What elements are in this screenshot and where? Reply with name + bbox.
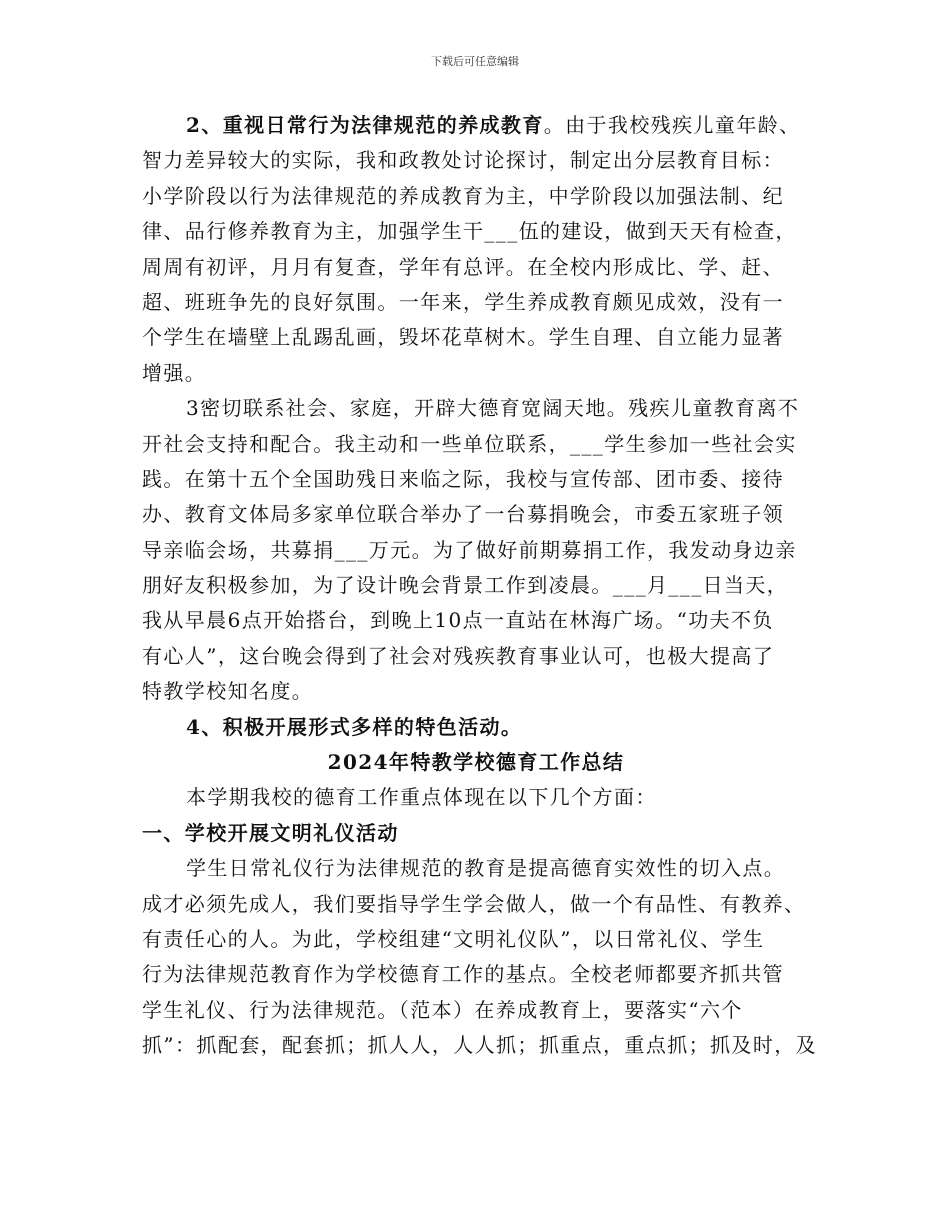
paragraph-line: 行为法律规范教育作为学校德育工作的基点。全校老师都要齐抓共管 (142, 962, 784, 987)
paragraph-line: 律、品行修养教育为主，加强学生干___伍的建设，做到天天有检查， (142, 219, 797, 244)
paragraph-line: 抓”：抓配套，配套抓；抓人人，人人抓；抓重点，重点抓；抓及时，及 (142, 1033, 818, 1058)
paragraph-line: 2、重视日常行为法律规范的养成教育。由于我校残疾儿童年龄、 (186, 113, 801, 137)
paragraph-line: 特教学校知名度。 (142, 679, 314, 704)
paragraph-line: 有心人”，这台晚会得到了社会对残疾教育事业认可，也极大提高了 (142, 643, 775, 668)
paragraph-line: 有责任心的人。为此，学校组建“文明礼仪队”，以日常礼仪、学生 (142, 926, 765, 951)
paragraph-line: 学生礼仪、行为法律规范。（范本）在养成教育上，要落实“六个 (142, 997, 743, 1022)
paragraph-line: 朋好友积极参加，为了设计晚会背景工作到凌晨。___月___日当天， (142, 573, 789, 598)
paragraph-line: 周周有初评，月月有复查，学年有总评。在全校内形成比、学、赶、 (142, 254, 784, 279)
paragraph-line: 办、教育文体局多家单位联合举办了一台募捐晚会，市委五家班子领 (142, 502, 784, 527)
numbered-heading: 2、重视日常行为法律规范的养成教育 (186, 113, 544, 137)
paragraph-line: 智力差异较大的实际，我和政教处讨论探讨，制定出分层教育目标： (142, 148, 784, 173)
paragraph-line: 小学阶段以行为法律规范的养成教育为主，中学阶段以加强法制、纪 (142, 183, 784, 208)
paragraph-line: 导亲临会场，共募捐___万元。为了做好前期募捐工作，我发动身边亲 (142, 537, 797, 562)
paragraph-line: 开社会支持和配合。我主动和一些单位联系，___学生参加一些社会实 (142, 431, 797, 456)
paragraph-line: 践。在第十五个全国助残日来临之际，我校与宣传部、团市委、接待 (142, 466, 784, 491)
document-body (142, 108, 818, 1064)
section-heading: 一、学校开展文明礼仪活动 (142, 820, 399, 845)
numbered-heading: 4、积极开展形式多样的特色活动。 (186, 714, 523, 739)
paragraph-line: 增强。 (142, 360, 207, 385)
document-title: 2024年特教学校德育工作总结 (327, 750, 625, 775)
paragraph-line: 成才必须先成人，我们要指导学生学会做人，做一个有品性、有教养、 (142, 891, 806, 916)
paragraph-line: 个学生在墙壁上乱踢乱画，毁坏花草树木。学生自理、自立能力显著 (142, 325, 784, 350)
intro-line: 本学期我校的德育工作重点体现在以下几个方面： (186, 785, 657, 810)
paragraph-line: 3密切联系社会、家庭，开辟大德育宽阔天地。残疾儿童教育离不 (186, 396, 800, 421)
paragraph-line: 超、班班争先的良好氛围。一年来，学生养成教育颇见成效，没有一 (142, 289, 784, 314)
paragraph-line: 学生日常礼仪行为法律规范的教育是提高德育实效性的切入点。 (186, 856, 786, 881)
page-header: 下载后可任意编辑 (431, 55, 519, 68)
paragraph-line: 我从早晨6点开始搭台，到晚上10点一直站在林海广场。“功夫不负 (142, 608, 774, 633)
